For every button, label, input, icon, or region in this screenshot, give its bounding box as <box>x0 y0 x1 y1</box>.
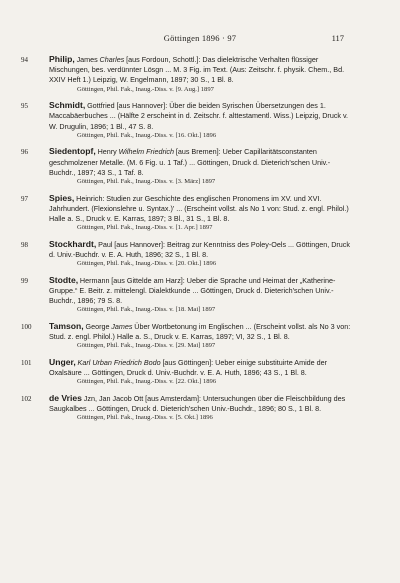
author-surname: Unger, <box>49 357 76 368</box>
page-header <box>0 33 400 47</box>
author-surname: Stodte, <box>49 274 79 285</box>
entry-number: 102 <box>21 395 32 404</box>
author-surname: de Vries <box>49 393 82 404</box>
entry-list <box>21 55 353 430</box>
list-item <box>21 276 353 315</box>
dissertation-note: Göttingen, Phil. Fak., Inaug.-Diss. v. [9. Aug.] 1897 <box>77 85 214 93</box>
author-surname: Stockhardt, <box>49 238 97 249</box>
list-item <box>21 147 353 186</box>
dissertation-note: Göttingen, Phil. Fak., Inaug.-Diss. v. [5. Okt.] 1896 <box>77 414 213 422</box>
list-item <box>21 55 353 94</box>
entry-number: 101 <box>21 359 32 368</box>
entry-text: [aus Bremen]: Ueber Capillaritätsconstanten geschmolzener Metalle. (M. 6 Fig. u. 1 Taf.) ... Göttingen, Druck d. Dieterich'schen Univ.-Buchdr., 1897; 43 S., 1 Taf. 8. <box>49 147 331 177</box>
running-title: Göttingen 1896 · 97 <box>163 33 237 43</box>
author-given-name-italic: Wilhelm Friedrich <box>118 147 175 157</box>
author-surname: Philip, <box>49 54 75 64</box>
dissertation-note: Göttingen, Phil. Fak., Inaug.-Diss. v. [1. Apr.] 1897 <box>77 224 213 232</box>
author-given-name: Jzn, Jan Jacob Ott <box>83 394 144 404</box>
author-given-name: James <box>76 55 98 64</box>
entry-number: 95 <box>21 102 28 111</box>
dissertation-note: Göttingen, Phil. Fak., Inaug.-Diss. v. [29. Mai] 1897 <box>77 342 216 350</box>
author-surname: Spies, <box>49 192 75 203</box>
author-given-name-italic: Charles <box>99 55 125 64</box>
author-surname: Tamson, <box>49 321 84 332</box>
entry-text: [aus Amsterdam]: Untersuchungen über die Fleischbildung des Saugkalbes ... Göttingen, Druck d. Dieterich'schen Univ.-Buchdr., 1896; 80 S., 1 Bl. 8. <box>49 394 346 414</box>
list-item <box>21 101 353 140</box>
entry-text: [aus Hannover]: Beitrag zur Kenntniss des Poley-Oels ... Göttingen, Druck d. Univ.-Buchdr. v. E. A. Huth, 1896; 32 S., 1 Bl. 8. <box>49 239 350 260</box>
entry-text: [aus Göttingen]: Ueber einige substituirte Amide der Oxalsäure ... Göttingen, Druck d. Univ.-Buchdr. v. E. A. Huth, 1896; 43 S., 1 Bl. 8. <box>49 358 328 378</box>
list-item <box>21 358 353 387</box>
author-given-name-italic: James <box>111 322 133 332</box>
entry-text: [aus Gittelde am Harz]: Ueber die Sprache und Heimat der „Katherine-Gruppe.“ E. Beitr. z. mittelengl. Dialektkunde ... Göttingen, Druck d. Dieterich'schen Univ.-Buchdr., 1896; 79 S. 8. <box>49 275 336 306</box>
author-given-name: Hermann <box>79 275 110 285</box>
list-item <box>21 322 353 351</box>
entry-number: 99 <box>21 276 28 285</box>
author-given-name: George <box>85 322 110 332</box>
entry-text: [aus Hannover]: Über die beiden Syrischen Übersetzungen des 1. Maccabäerbuches ... (Hälfte 2 erscheint in d. Zeitschr. f. alttestamentl. Wiss.) Leipzig, Druck v. W. Drugulin, 1896; 1 Bl., 47 S. 8. <box>49 101 349 131</box>
entry-number: 96 <box>21 148 28 157</box>
author-given-name: Paul <box>98 239 113 249</box>
entry-text: [aus Fordoun, Schottl.]: Das dielektrische Verhalten flüssiger Mischungen, bes. verdünnter Lösgn ... M. 3 Fig. im Text. (Aus: Zeitschr. f. physik. Chem., Bd. XXIV Heft 1.) Leipzig, W. Engelmann, 1897; 30 S., 1 Bl. 8. <box>49 55 345 85</box>
dissertation-note: Göttingen, Phil. Fak., Inaug.-Diss. v. [22. Okt.] 1896 <box>77 378 217 386</box>
author-surname: Schmidt, <box>49 100 86 111</box>
list-item <box>21 240 353 269</box>
author-given-name-italic: Karl Urban Friedrich Bodo <box>77 358 161 368</box>
entry-number: 97 <box>21 194 28 203</box>
dissertation-note: Göttingen, Phil. Fak., Inaug.-Diss. v. [16. Okt.] 1896 <box>77 131 217 139</box>
dissertation-note: Göttingen, Phil. Fak., Inaug.-Diss. v. [18. Mai] 1897 <box>77 306 216 314</box>
entry-number: 100 <box>21 323 32 332</box>
author-given-name: Gottfried <box>87 101 115 111</box>
dissertation-note: Göttingen, Phil. Fak., Inaug.-Diss. v. [3. März] 1897 <box>77 178 216 186</box>
entry-text: Studien zur Geschichte des englischen Pronomens im XV. und XVI. Jahrhundert. (Flexionslehre u. Syntax.)' ... (Erscheint vollst. als No 1 von: Stud. z. engl. Philol.) Halle a. S., Druck v. E. Karras, 1897; 3 Bl., 31 S., 1 Bl. 8. <box>49 193 349 224</box>
entry-number: 98 <box>21 240 28 249</box>
entry-text: Über Wortbetonung im Englischen ... (Erscheint vollst. als No 3 von: Stud. z. engl. Philol.) Halle a. S., Druck v. E. Karras, 1897; VI, 32 S., 1 Bl. 8. <box>49 322 351 342</box>
author-given-name: Henry <box>97 147 117 157</box>
list-item <box>21 194 353 233</box>
author-surname: Siedentopf, <box>49 146 96 157</box>
author-given-name: Heinrich: <box>76 193 105 203</box>
entry-number: 94 <box>21 56 28 64</box>
dissertation-note: Göttingen, Phil. Fak., Inaug.-Diss. v. [20. Okt.] 1896 <box>77 260 217 268</box>
page-number: 117 <box>331 33 344 43</box>
list-item <box>21 394 353 423</box>
